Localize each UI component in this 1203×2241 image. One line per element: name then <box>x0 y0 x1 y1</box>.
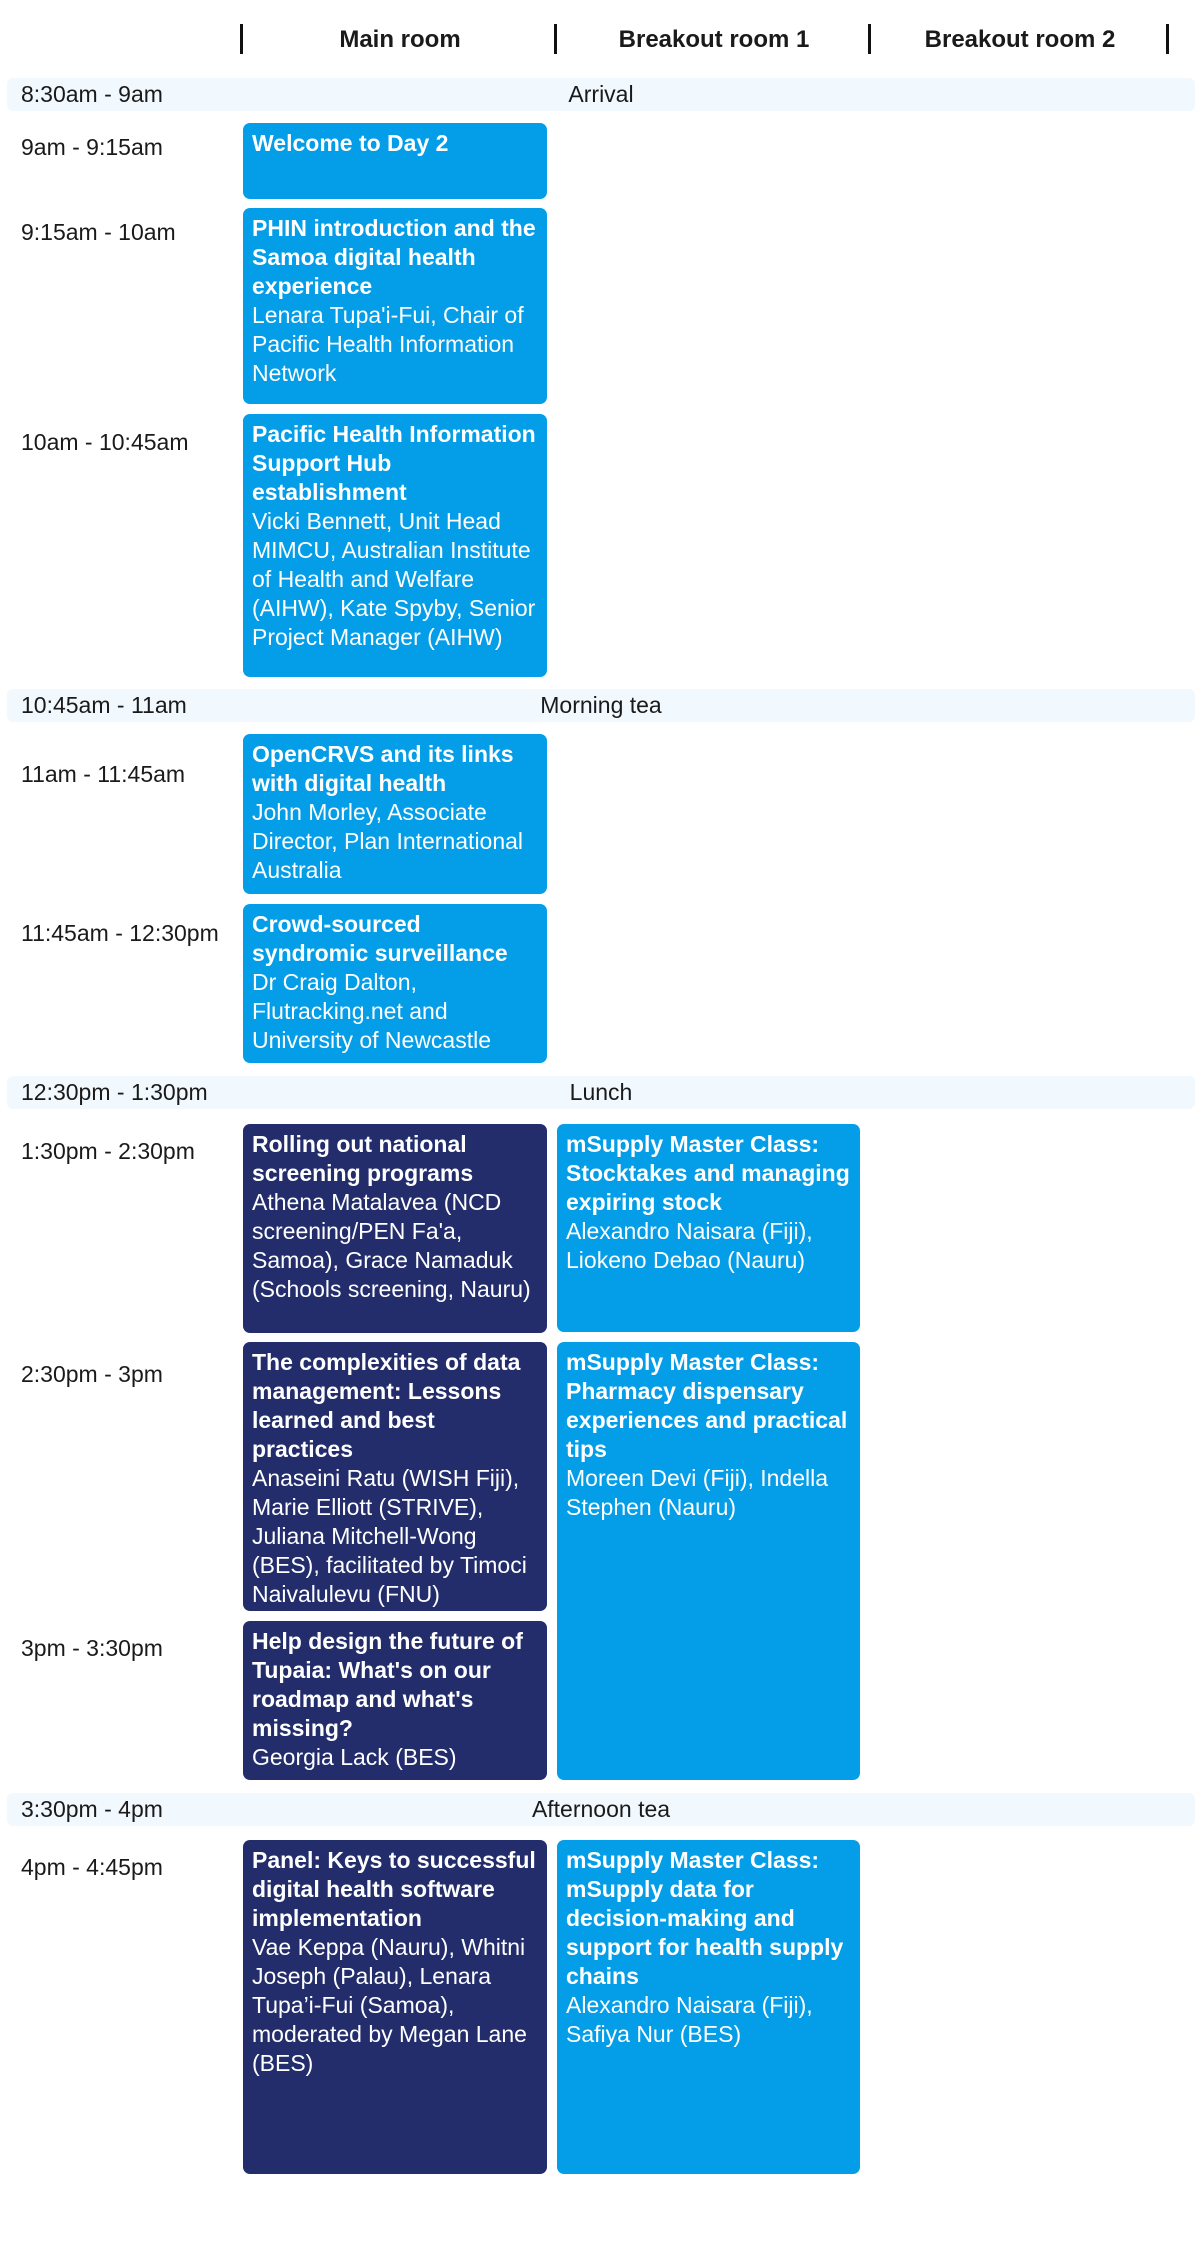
time-label: 9:15am - 10am <box>21 219 176 245</box>
time-label: 9am - 9:15am <box>21 134 163 160</box>
break-label: Arrival <box>568 81 634 107</box>
session-speakers: Alexandro Naisara (Fiji), Safiya Nur (BES) <box>566 1992 813 2047</box>
break-label: Lunch <box>569 1079 633 1105</box>
break-label: Morning tea <box>540 692 662 718</box>
session-speakers: Georgia Lack (BES) <box>252 1744 457 1770</box>
session-title: Welcome to Day 2 <box>252 130 449 156</box>
session-speakers: Vicki Bennett, Unit Head MIMCU, Australian Institute of Health and Welfare (AIHW), Kate Spyby, Senior Project Manager (AIHW) <box>252 508 536 650</box>
break-time: 3:30pm - 4pm <box>21 1796 163 1822</box>
break-time: 8:30am - 9am <box>21 81 163 107</box>
break-row-lunch <box>7 1076 1195 1109</box>
session-card[interactable] <box>243 1124 547 1333</box>
session-card[interactable] <box>243 414 547 677</box>
session-title: mSupply Master Class: mSupply data for decision-making and support for health supply chains <box>566 1847 844 1989</box>
session-title: OpenCRVS and its links with digital health <box>252 741 514 796</box>
session-speakers: Dr Craig Dalton, Flutracking.net and University of Newcastle <box>252 969 492 1053</box>
session-title: mSupply Master Class: Stocktakes and managing expiring stock <box>566 1131 850 1215</box>
header-divider <box>1166 24 1169 54</box>
session-card[interactable] <box>557 1840 860 2174</box>
column-header-breakout-room-2: Breakout room 2 <box>924 26 1116 53</box>
session-card[interactable] <box>243 904 547 1063</box>
session-speakers: Athena Matalavea (NCD screening/PEN Fa'a, Samoa), Grace Namaduk (Schools screening, Nauru) <box>252 1189 531 1302</box>
time-label: 1:30pm - 2:30pm <box>21 1138 195 1164</box>
session-title: Pacific Health Information Support Hub establishment <box>252 421 536 505</box>
session-title: mSupply Master Class: Pharmacy dispensary experiences and practical tips <box>566 1349 848 1462</box>
session-card[interactable] <box>243 734 547 894</box>
session-card[interactable] <box>243 123 547 199</box>
session-title: Panel: Keys to successful digital health software implementation <box>252 1847 536 1931</box>
time-label: 11am - 11:45am <box>21 761 186 787</box>
session-card[interactable] <box>243 1342 547 1611</box>
session-title: Crowd-sourced syndromic surveillance <box>252 911 508 966</box>
break-row-morning-tea <box>7 689 1195 722</box>
session-speakers: Anaseini Ratu (WISH Fiji), Marie Elliott (STRIVE), Juliana Mitchell-Wong (BES), facilitated by Timoci Naivalulevu (FNU) <box>252 1465 527 1607</box>
time-label: 4pm - 4:45pm <box>21 1854 163 1880</box>
session-title: PHIN introduction and the Samoa digital health experience <box>252 215 536 299</box>
session-card[interactable] <box>243 208 547 404</box>
time-label: 3pm - 3:30pm <box>21 1635 163 1661</box>
break-label: Afternoon tea <box>531 1796 671 1822</box>
session-speakers: Lenara Tupa'i-Fui, Chair of Pacific Health Information Network <box>252 302 524 386</box>
session-speakers: Moreen Devi (Fiji), Indella Stephen (Nauru) <box>566 1465 829 1520</box>
session-speakers: Vae Keppa (Nauru), Whitni Joseph (Palau), Lenara Tupa’i-Fui (Samoa), moderated by Megan Lane (BES) <box>252 1934 527 2076</box>
column-header-breakout-room-1: Breakout room 1 <box>618 26 810 53</box>
session-speakers: John Morley, Associate Director, Plan International Australia <box>252 799 524 883</box>
column-header-main-room: Main room <box>339 26 461 53</box>
time-label: 2:30pm - 3pm <box>21 1361 163 1387</box>
session-title: The complexities of data management: Lessons learned and best practices <box>252 1349 521 1462</box>
break-row-afternoon-tea <box>7 1793 1195 1826</box>
break-row-arrival <box>7 78 1195 111</box>
time-label: 11:45am - 12:30pm <box>21 920 219 946</box>
session-title: Help design the future of Tupaia: What's on our roadmap and what's missing? <box>252 1628 523 1741</box>
session-speakers: Alexandro Naisara (Fiji), Liokeno Debao (Nauru) <box>566 1218 813 1273</box>
session-title: Rolling out national screening programs <box>252 1131 474 1186</box>
session-card[interactable] <box>243 1621 547 1780</box>
session-card[interactable] <box>557 1342 860 1780</box>
break-time: 12:30pm - 1:30pm <box>21 1079 208 1105</box>
session-card[interactable] <box>557 1124 860 1332</box>
session-card[interactable] <box>243 1840 547 2174</box>
time-label: 10am - 10:45am <box>21 429 189 455</box>
break-time: 10:45am - 11am <box>21 692 187 718</box>
